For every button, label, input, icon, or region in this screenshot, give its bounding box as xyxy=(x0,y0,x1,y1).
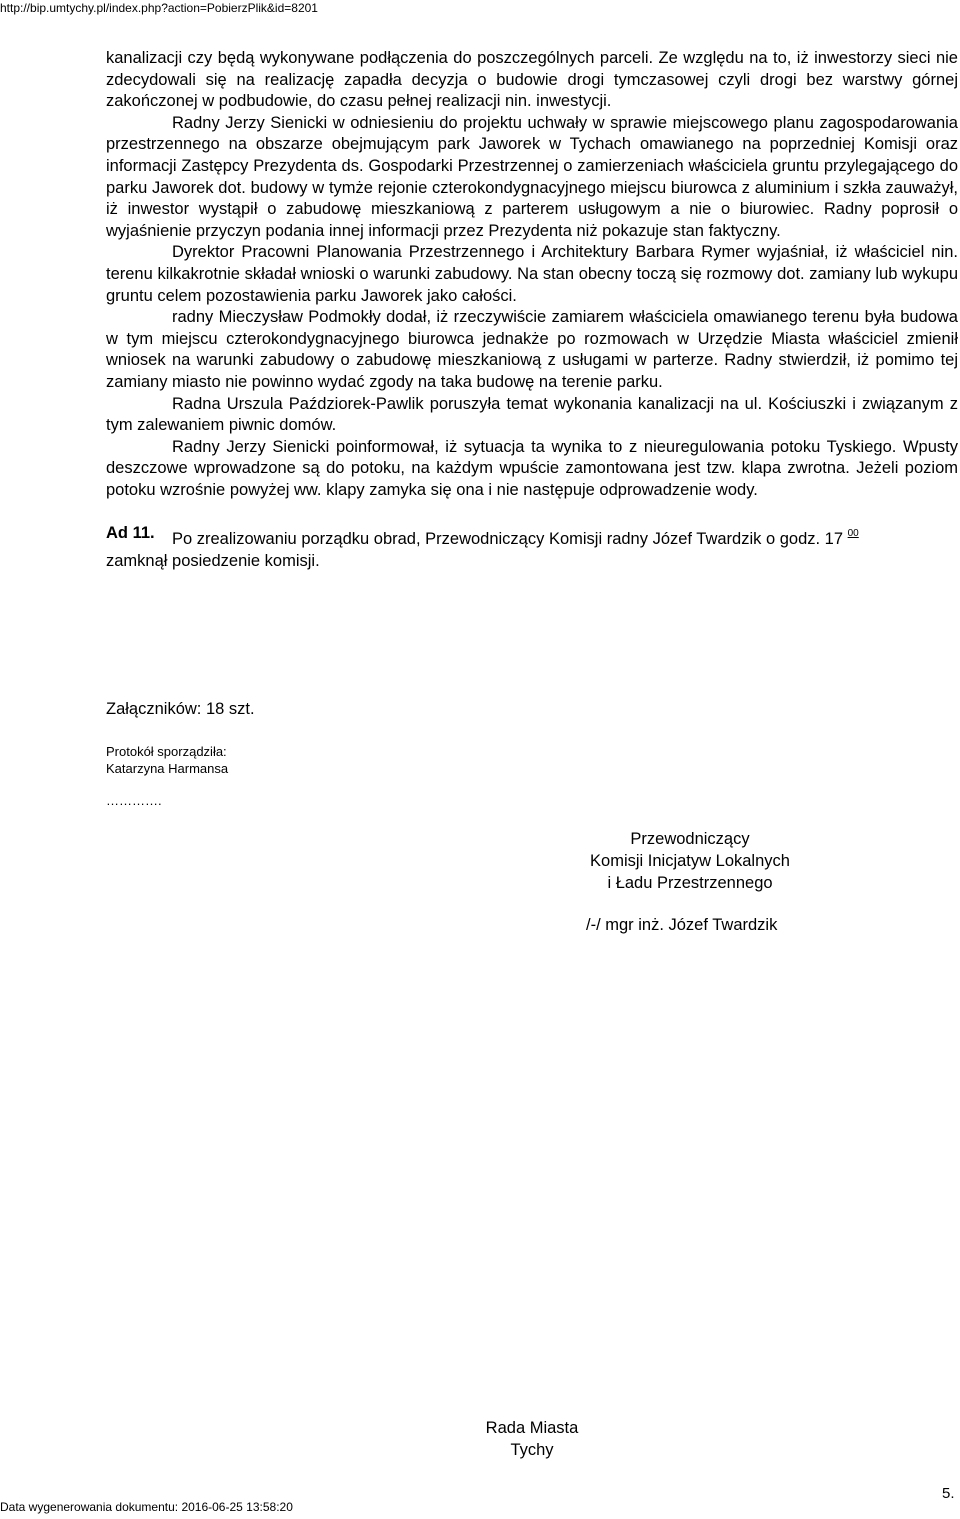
paragraph-6: Radny Jerzy Sienicki poinformował, iż sytuacja ta wynika to z nieuregulowania potoku Tyskiego. Wpusty deszczowe wprowadzone są do potoku, na każdym wpuście zamontowana jest tzw. klapa zwrotna. Jeżeli poziom potoku wzrośnie powyżej ww. klapy zamyka się ona i nie następuje odprowadzenie wody. xyxy=(106,437,958,499)
document-body xyxy=(106,48,958,573)
footer-org-line2: Tychy xyxy=(510,1441,554,1459)
signature-title: Przewodniczący xyxy=(630,830,750,848)
ad-11-section xyxy=(106,523,958,572)
paragraph-3: Dyrektor Pracowni Planowania Przestrzennego i Architektury Barbara Rymer wyjaśniał, iż właściciel nin. terenu kilkakrotnie składał wnioski o warunki zabudowy. Na stan obecny toczą się rozmowy dot. zamiany lub wykupu gruntu celem pozostawienia parku Jaworek jako całości. xyxy=(106,243,958,305)
footer-organization xyxy=(440,1417,624,1461)
signature-dots: …………. xyxy=(106,793,162,808)
paragraph-2: Radny Jerzy Sienicki w odniesieniu do projektu uchwały w sprawie miejscowego planu zagospodarowania przestrzennego na obszarze obejmującym park Jaworek w Tychach omawianego na poprzedniej Komisji oraz informacji Zastępcy Prezydenta ds. Gospodarki Przestrzennej o zamierzeniach właściciela gruntu przylegającego do parku Jaworek dot. budowy w tymże rejonie czterokondygnacyjnego miejscu biurowca z aluminium i szkła zauważył, iż inwestor wystąpił o zabudowę mieszkaniową z parterem usługowym a nie o biurowiec. Radny poprosił o wyjaśnienie przyczyn podania innej informacji przez Prezydenta niż pokazuje stan faktyczny. xyxy=(106,113,958,240)
paragraph-5: Radna Urszula Paździorek-Pawlik poruszyła temat wykonania kanalizacji na ul. Kościuszki i związanym z tym zalewaniem piwnic domów. xyxy=(106,394,958,435)
source-url: http://bip.umtychy.pl/index.php?action=PobierzPlik&id=8201 xyxy=(0,1,318,15)
page-number: 5. xyxy=(942,1485,955,1502)
signature-committee: Komisji Inicjatyw Lokalnych xyxy=(590,852,790,870)
paragraph-4: radny Mieczysław Podmokły dodał, iż rzeczywiście zamiarem właściciela omawianego terenu była budowa w tym miejscu czterokondygnacyjnego biurowca jednakże po rozmowach w Urzędzie Miasta właściciel zmienił wniosek na warunki zabudowy o zabudowę mieszkaniową z usługami w parterze. Radny stwierdził, iż pomimo tej zamiany miasto nie powinno wydać zgody na taka budowę na terenie parku. xyxy=(106,308,958,391)
ad-11-time-superscript: 00 xyxy=(847,528,859,540)
signature-block xyxy=(560,828,820,894)
signature-committee-cont: i Ładu Przestrzennego xyxy=(607,874,773,892)
ad-11-label: Ad 11. xyxy=(106,524,155,543)
prepared-by-label: Protokół sporządziła: xyxy=(106,744,227,759)
ad-11-text: Po zrealizowaniu porządku obrad, Przewodniczący Komisji radny Józef Twardzik o godz. 17 xyxy=(172,530,844,549)
ad-11-text-cont: zamknął posiedzenie komisji. xyxy=(106,552,320,571)
attachments-count: Załączników: 18 szt. xyxy=(106,700,255,718)
footer-org-line1: Rada Miasta xyxy=(485,1419,579,1437)
signature-name: /-/ mgr inż. Józef Twardzik xyxy=(586,916,778,934)
prepared-by-name: Katarzyna Harmansa xyxy=(106,761,229,776)
paragraph-1: kanalizacji czy będą wykonywane podłączenia do poszczególnych parceli. Ze względu na to, iż inwestorzy sieci nie zdecydowali się na realizację zapadła decyzja o budowie drogi tymczasowej czyli drogi bez warstwy górnej zakończonej w podbudowie, do czasu pełnej realizacji nin. inwestycji. xyxy=(106,49,958,111)
generation-date: Data wygenerowania dokumentu: 2016-06-25 13:58:20 xyxy=(0,1500,293,1514)
